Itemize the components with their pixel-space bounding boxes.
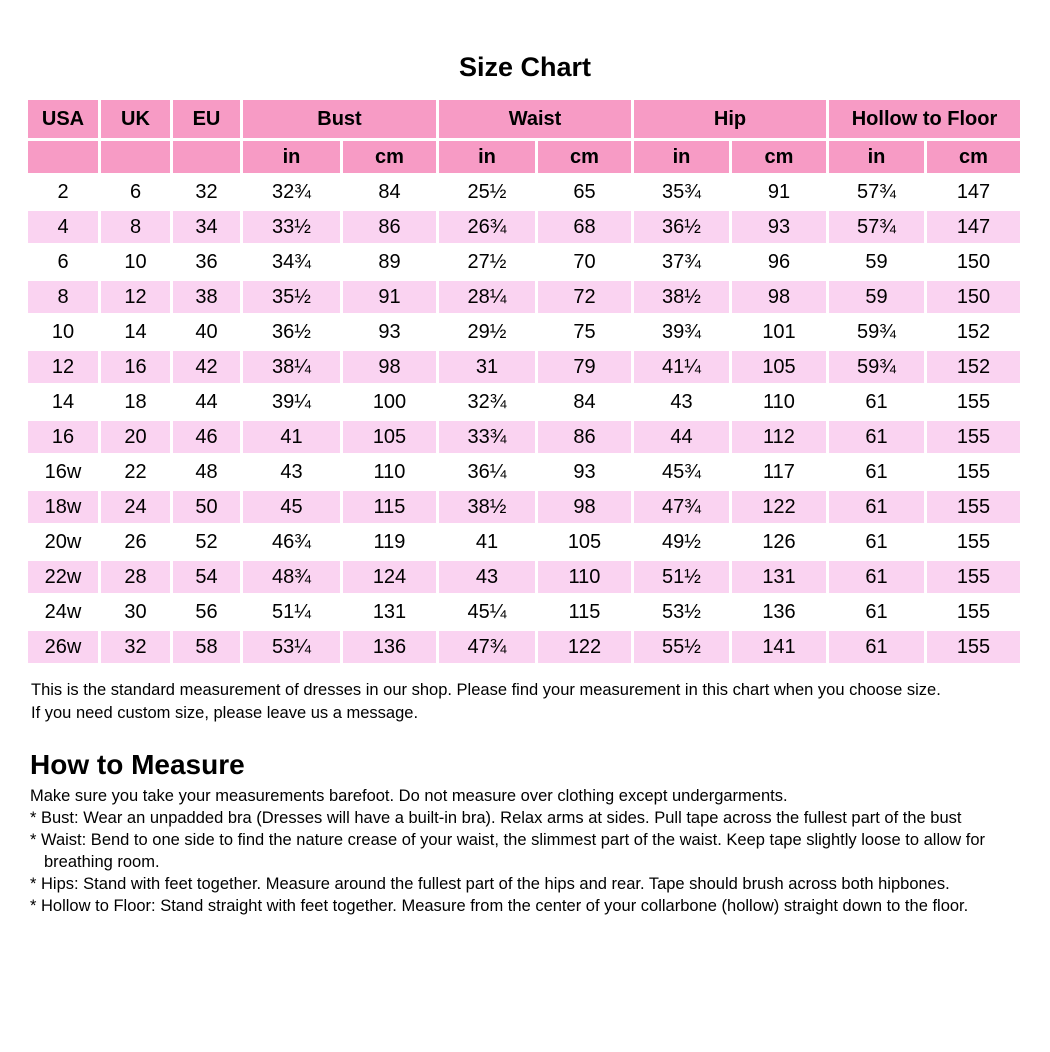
header-group-row bbox=[28, 100, 1020, 138]
table-cell: 38½ bbox=[634, 281, 729, 313]
table-cell: 152 bbox=[927, 316, 1020, 348]
unit-header-in: in bbox=[439, 141, 535, 173]
measure-line-2: * Bust: Wear an unpadded bra (Dresses will have a built-in bra). Relax arms at sides. Pull tape across the fullest part of the bust bbox=[30, 809, 962, 827]
measure-instructions bbox=[30, 785, 1000, 917]
table-cell: 28 bbox=[101, 561, 170, 593]
table-cell: 72 bbox=[538, 281, 631, 313]
table-row-size-12 bbox=[28, 351, 1020, 383]
table-cell: 136 bbox=[343, 631, 436, 663]
table-cell: 44 bbox=[173, 386, 240, 418]
header-unit-row bbox=[28, 141, 1020, 173]
table-cell: 16 bbox=[101, 351, 170, 383]
standard-measurement-notes bbox=[31, 679, 1050, 725]
table-cell: 33½ bbox=[243, 211, 340, 243]
table-cell: 61 bbox=[829, 631, 924, 663]
unit-header-in: in bbox=[829, 141, 924, 173]
table-cell: 12 bbox=[28, 351, 98, 383]
table-cell: 41 bbox=[243, 421, 340, 453]
table-cell: 75 bbox=[538, 316, 631, 348]
table-cell: 32¾ bbox=[243, 176, 340, 208]
table-cell: 48 bbox=[173, 456, 240, 488]
note-line-2: If you need custom size, please leave us a message. bbox=[31, 704, 419, 722]
table-cell: 56 bbox=[173, 596, 240, 628]
table-cell: 101 bbox=[732, 316, 826, 348]
table-cell: 122 bbox=[732, 491, 826, 523]
table-cell: 59 bbox=[829, 246, 924, 278]
table-cell: 59¾ bbox=[829, 351, 924, 383]
table-cell: 58 bbox=[173, 631, 240, 663]
table-cell: 86 bbox=[343, 211, 436, 243]
table-cell: 93 bbox=[538, 456, 631, 488]
table-cell: 4 bbox=[28, 211, 98, 243]
table-cell: 141 bbox=[732, 631, 826, 663]
table-cell: 26¾ bbox=[439, 211, 535, 243]
table-cell: 89 bbox=[343, 246, 436, 278]
table-row-size-4 bbox=[28, 211, 1020, 243]
table-cell: 14 bbox=[28, 386, 98, 418]
table-cell: 42 bbox=[173, 351, 240, 383]
table-cell: 110 bbox=[343, 456, 436, 488]
unit-header-cm: cm bbox=[927, 141, 1020, 173]
table-cell: 43 bbox=[634, 386, 729, 418]
table-row-size-20w bbox=[28, 526, 1020, 558]
unit-header-cm: cm bbox=[343, 141, 436, 173]
table-cell: 68 bbox=[538, 211, 631, 243]
table-cell: 48¾ bbox=[243, 561, 340, 593]
table-cell: 20w bbox=[28, 526, 98, 558]
table-cell: 55½ bbox=[634, 631, 729, 663]
table-cell: 37¾ bbox=[634, 246, 729, 278]
table-cell: 115 bbox=[538, 596, 631, 628]
table-cell: 53½ bbox=[634, 596, 729, 628]
table-cell: 61 bbox=[829, 491, 924, 523]
table-cell: 122 bbox=[538, 631, 631, 663]
table-cell: 57¾ bbox=[829, 176, 924, 208]
unit-header-cm: cm bbox=[538, 141, 631, 173]
how-to-measure-title: How to Measure bbox=[30, 749, 245, 780]
unit-header-in: in bbox=[634, 141, 729, 173]
table-cell: 131 bbox=[343, 596, 436, 628]
table-cell: 79 bbox=[538, 351, 631, 383]
table-cell: 98 bbox=[538, 491, 631, 523]
table-cell: 57¾ bbox=[829, 211, 924, 243]
table-body bbox=[28, 176, 1020, 663]
table-row-size-24w bbox=[28, 596, 1020, 628]
table-cell: 152 bbox=[927, 351, 1020, 383]
table-cell: 147 bbox=[927, 211, 1020, 243]
table-cell: 22 bbox=[101, 456, 170, 488]
table-cell: 44 bbox=[634, 421, 729, 453]
table-cell: 155 bbox=[927, 491, 1020, 523]
table-cell: 54 bbox=[173, 561, 240, 593]
table-cell: 47¾ bbox=[634, 491, 729, 523]
table-cell: 70 bbox=[538, 246, 631, 278]
table-cell: 110 bbox=[732, 386, 826, 418]
table-cell: 36½ bbox=[243, 316, 340, 348]
table-cell: 34¾ bbox=[243, 246, 340, 278]
column-group-uk: UK bbox=[101, 100, 170, 138]
table-cell: 93 bbox=[732, 211, 826, 243]
table-cell: 45¾ bbox=[634, 456, 729, 488]
page-title: Size Chart bbox=[458, 52, 592, 82]
table-cell: 112 bbox=[732, 421, 826, 453]
table-cell: 31 bbox=[439, 351, 535, 383]
table-cell: 8 bbox=[101, 211, 170, 243]
table-cell: 86 bbox=[538, 421, 631, 453]
table-cell: 32 bbox=[101, 631, 170, 663]
table-cell: 6 bbox=[28, 246, 98, 278]
table-cell: 22w bbox=[28, 561, 98, 593]
table-cell: 46 bbox=[173, 421, 240, 453]
measure-line-1: Make sure you take your measurements barefoot. Do not measure over clothing except undergarments. bbox=[30, 787, 788, 805]
measure-line-4: * Hips: Stand with feet together. Measure around the fullest part of the hips and rear. Tape should brush across both hipbones. bbox=[30, 875, 950, 893]
table-cell: 50 bbox=[173, 491, 240, 523]
table-row-size-16w bbox=[28, 456, 1020, 488]
table-cell: 124 bbox=[343, 561, 436, 593]
table-cell: 10 bbox=[101, 246, 170, 278]
table-cell: 150 bbox=[927, 281, 1020, 313]
table-cell: 150 bbox=[927, 246, 1020, 278]
table-row-size-26w bbox=[28, 631, 1020, 663]
table-cell: 155 bbox=[927, 596, 1020, 628]
table-cell: 155 bbox=[927, 561, 1020, 593]
table-cell: 91 bbox=[343, 281, 436, 313]
column-group-waist: Waist bbox=[439, 100, 631, 138]
table-cell: 36¼ bbox=[439, 456, 535, 488]
table-cell: 2 bbox=[28, 176, 98, 208]
table-cell: 38¼ bbox=[243, 351, 340, 383]
table-cell: 105 bbox=[732, 351, 826, 383]
table-cell: 59¾ bbox=[829, 316, 924, 348]
table-cell: 16 bbox=[28, 421, 98, 453]
table-cell: 43 bbox=[439, 561, 535, 593]
table-cell: 98 bbox=[732, 281, 826, 313]
table-cell: 131 bbox=[732, 561, 826, 593]
table-cell: 155 bbox=[927, 631, 1020, 663]
table-cell: 27½ bbox=[439, 246, 535, 278]
table-cell: 18w bbox=[28, 491, 98, 523]
table-cell: 105 bbox=[538, 526, 631, 558]
table-cell: 126 bbox=[732, 526, 826, 558]
table-cell: 84 bbox=[343, 176, 436, 208]
table-row-size-10 bbox=[28, 316, 1020, 348]
table-cell: 41¼ bbox=[634, 351, 729, 383]
empty-header-cell bbox=[173, 141, 240, 173]
column-group-eu: EU bbox=[173, 100, 240, 138]
size-chart-page bbox=[0, 52, 1050, 917]
column-group-hip: Hip bbox=[634, 100, 826, 138]
table-cell: 98 bbox=[343, 351, 436, 383]
table-cell: 91 bbox=[732, 176, 826, 208]
column-group-usa: USA bbox=[28, 100, 98, 138]
table-cell: 155 bbox=[927, 386, 1020, 418]
table-cell: 34 bbox=[173, 211, 240, 243]
table-cell: 16w bbox=[28, 456, 98, 488]
table-cell: 38½ bbox=[439, 491, 535, 523]
table-cell: 36½ bbox=[634, 211, 729, 243]
table-header bbox=[28, 100, 1020, 173]
table-cell: 61 bbox=[829, 386, 924, 418]
table-cell: 155 bbox=[927, 456, 1020, 488]
table-cell: 52 bbox=[173, 526, 240, 558]
note-line-1: This is the standard measurement of dresses in our shop. Please find your measurement in this chart when you choose size. bbox=[31, 681, 941, 699]
table-cell: 49½ bbox=[634, 526, 729, 558]
table-cell: 10 bbox=[28, 316, 98, 348]
table-row-size-14 bbox=[28, 386, 1020, 418]
measure-line-5: * Hollow to Floor: Stand straight with feet together. Measure from the center of your collarbone (hollow) straight down to the floor. bbox=[30, 897, 969, 915]
table-cell: 36 bbox=[173, 246, 240, 278]
measure-line-3: * Waist: Bend to one side to find the nature crease of your waist, the slimmest part of the waist. Keep tape slightly loose to allow for breathing room. bbox=[30, 831, 986, 871]
table-cell: 61 bbox=[829, 456, 924, 488]
table-row-size-8 bbox=[28, 281, 1020, 313]
table-cell: 59 bbox=[829, 281, 924, 313]
table-cell: 39¾ bbox=[634, 316, 729, 348]
table-cell: 20 bbox=[101, 421, 170, 453]
table-cell: 155 bbox=[927, 421, 1020, 453]
column-group-hollow-to-floor: Hollow to Floor bbox=[829, 100, 1020, 138]
table-cell: 32¾ bbox=[439, 386, 535, 418]
table-cell: 25½ bbox=[439, 176, 535, 208]
table-cell: 117 bbox=[732, 456, 826, 488]
column-group-bust: Bust bbox=[243, 100, 436, 138]
table-cell: 61 bbox=[829, 561, 924, 593]
table-cell: 93 bbox=[343, 316, 436, 348]
table-cell: 51½ bbox=[634, 561, 729, 593]
unit-header-cm: cm bbox=[732, 141, 826, 173]
table-cell: 26 bbox=[101, 526, 170, 558]
table-cell: 35½ bbox=[243, 281, 340, 313]
table-cell: 61 bbox=[829, 526, 924, 558]
table-cell: 119 bbox=[343, 526, 436, 558]
table-cell: 30 bbox=[101, 596, 170, 628]
table-cell: 32 bbox=[173, 176, 240, 208]
table-cell: 18 bbox=[101, 386, 170, 418]
table-row-size-6 bbox=[28, 246, 1020, 278]
table-cell: 41 bbox=[439, 526, 535, 558]
table-cell: 38 bbox=[173, 281, 240, 313]
table-cell: 155 bbox=[927, 526, 1020, 558]
table-cell: 96 bbox=[732, 246, 826, 278]
table-cell: 33¾ bbox=[439, 421, 535, 453]
table-cell: 65 bbox=[538, 176, 631, 208]
table-cell: 115 bbox=[343, 491, 436, 523]
table-cell: 84 bbox=[538, 386, 631, 418]
table-cell: 8 bbox=[28, 281, 98, 313]
table-cell: 136 bbox=[732, 596, 826, 628]
size-chart-table bbox=[25, 97, 1023, 666]
table-cell: 105 bbox=[343, 421, 436, 453]
table-cell: 51¼ bbox=[243, 596, 340, 628]
table-cell: 110 bbox=[538, 561, 631, 593]
table-cell: 100 bbox=[343, 386, 436, 418]
table-cell: 45¼ bbox=[439, 596, 535, 628]
table-cell: 47¾ bbox=[439, 631, 535, 663]
table-cell: 29½ bbox=[439, 316, 535, 348]
table-cell: 35¾ bbox=[634, 176, 729, 208]
table-cell: 39¼ bbox=[243, 386, 340, 418]
table-cell: 147 bbox=[927, 176, 1020, 208]
table-cell: 53¼ bbox=[243, 631, 340, 663]
table-cell: 40 bbox=[173, 316, 240, 348]
table-row-size-18w bbox=[28, 491, 1020, 523]
table-cell: 6 bbox=[101, 176, 170, 208]
table-cell: 61 bbox=[829, 596, 924, 628]
table-cell: 28¼ bbox=[439, 281, 535, 313]
table-row-size-2 bbox=[28, 176, 1020, 208]
unit-header-in: in bbox=[243, 141, 340, 173]
empty-header-cell bbox=[28, 141, 98, 173]
empty-header-cell bbox=[101, 141, 170, 173]
table-cell: 61 bbox=[829, 421, 924, 453]
table-row-size-16 bbox=[28, 421, 1020, 453]
table-cell: 24w bbox=[28, 596, 98, 628]
table-cell: 12 bbox=[101, 281, 170, 313]
table-cell: 43 bbox=[243, 456, 340, 488]
table-cell: 46¾ bbox=[243, 526, 340, 558]
table-cell: 24 bbox=[101, 491, 170, 523]
table-cell: 26w bbox=[28, 631, 98, 663]
table-cell: 14 bbox=[101, 316, 170, 348]
table-cell: 45 bbox=[243, 491, 340, 523]
table-row-size-22w bbox=[28, 561, 1020, 593]
